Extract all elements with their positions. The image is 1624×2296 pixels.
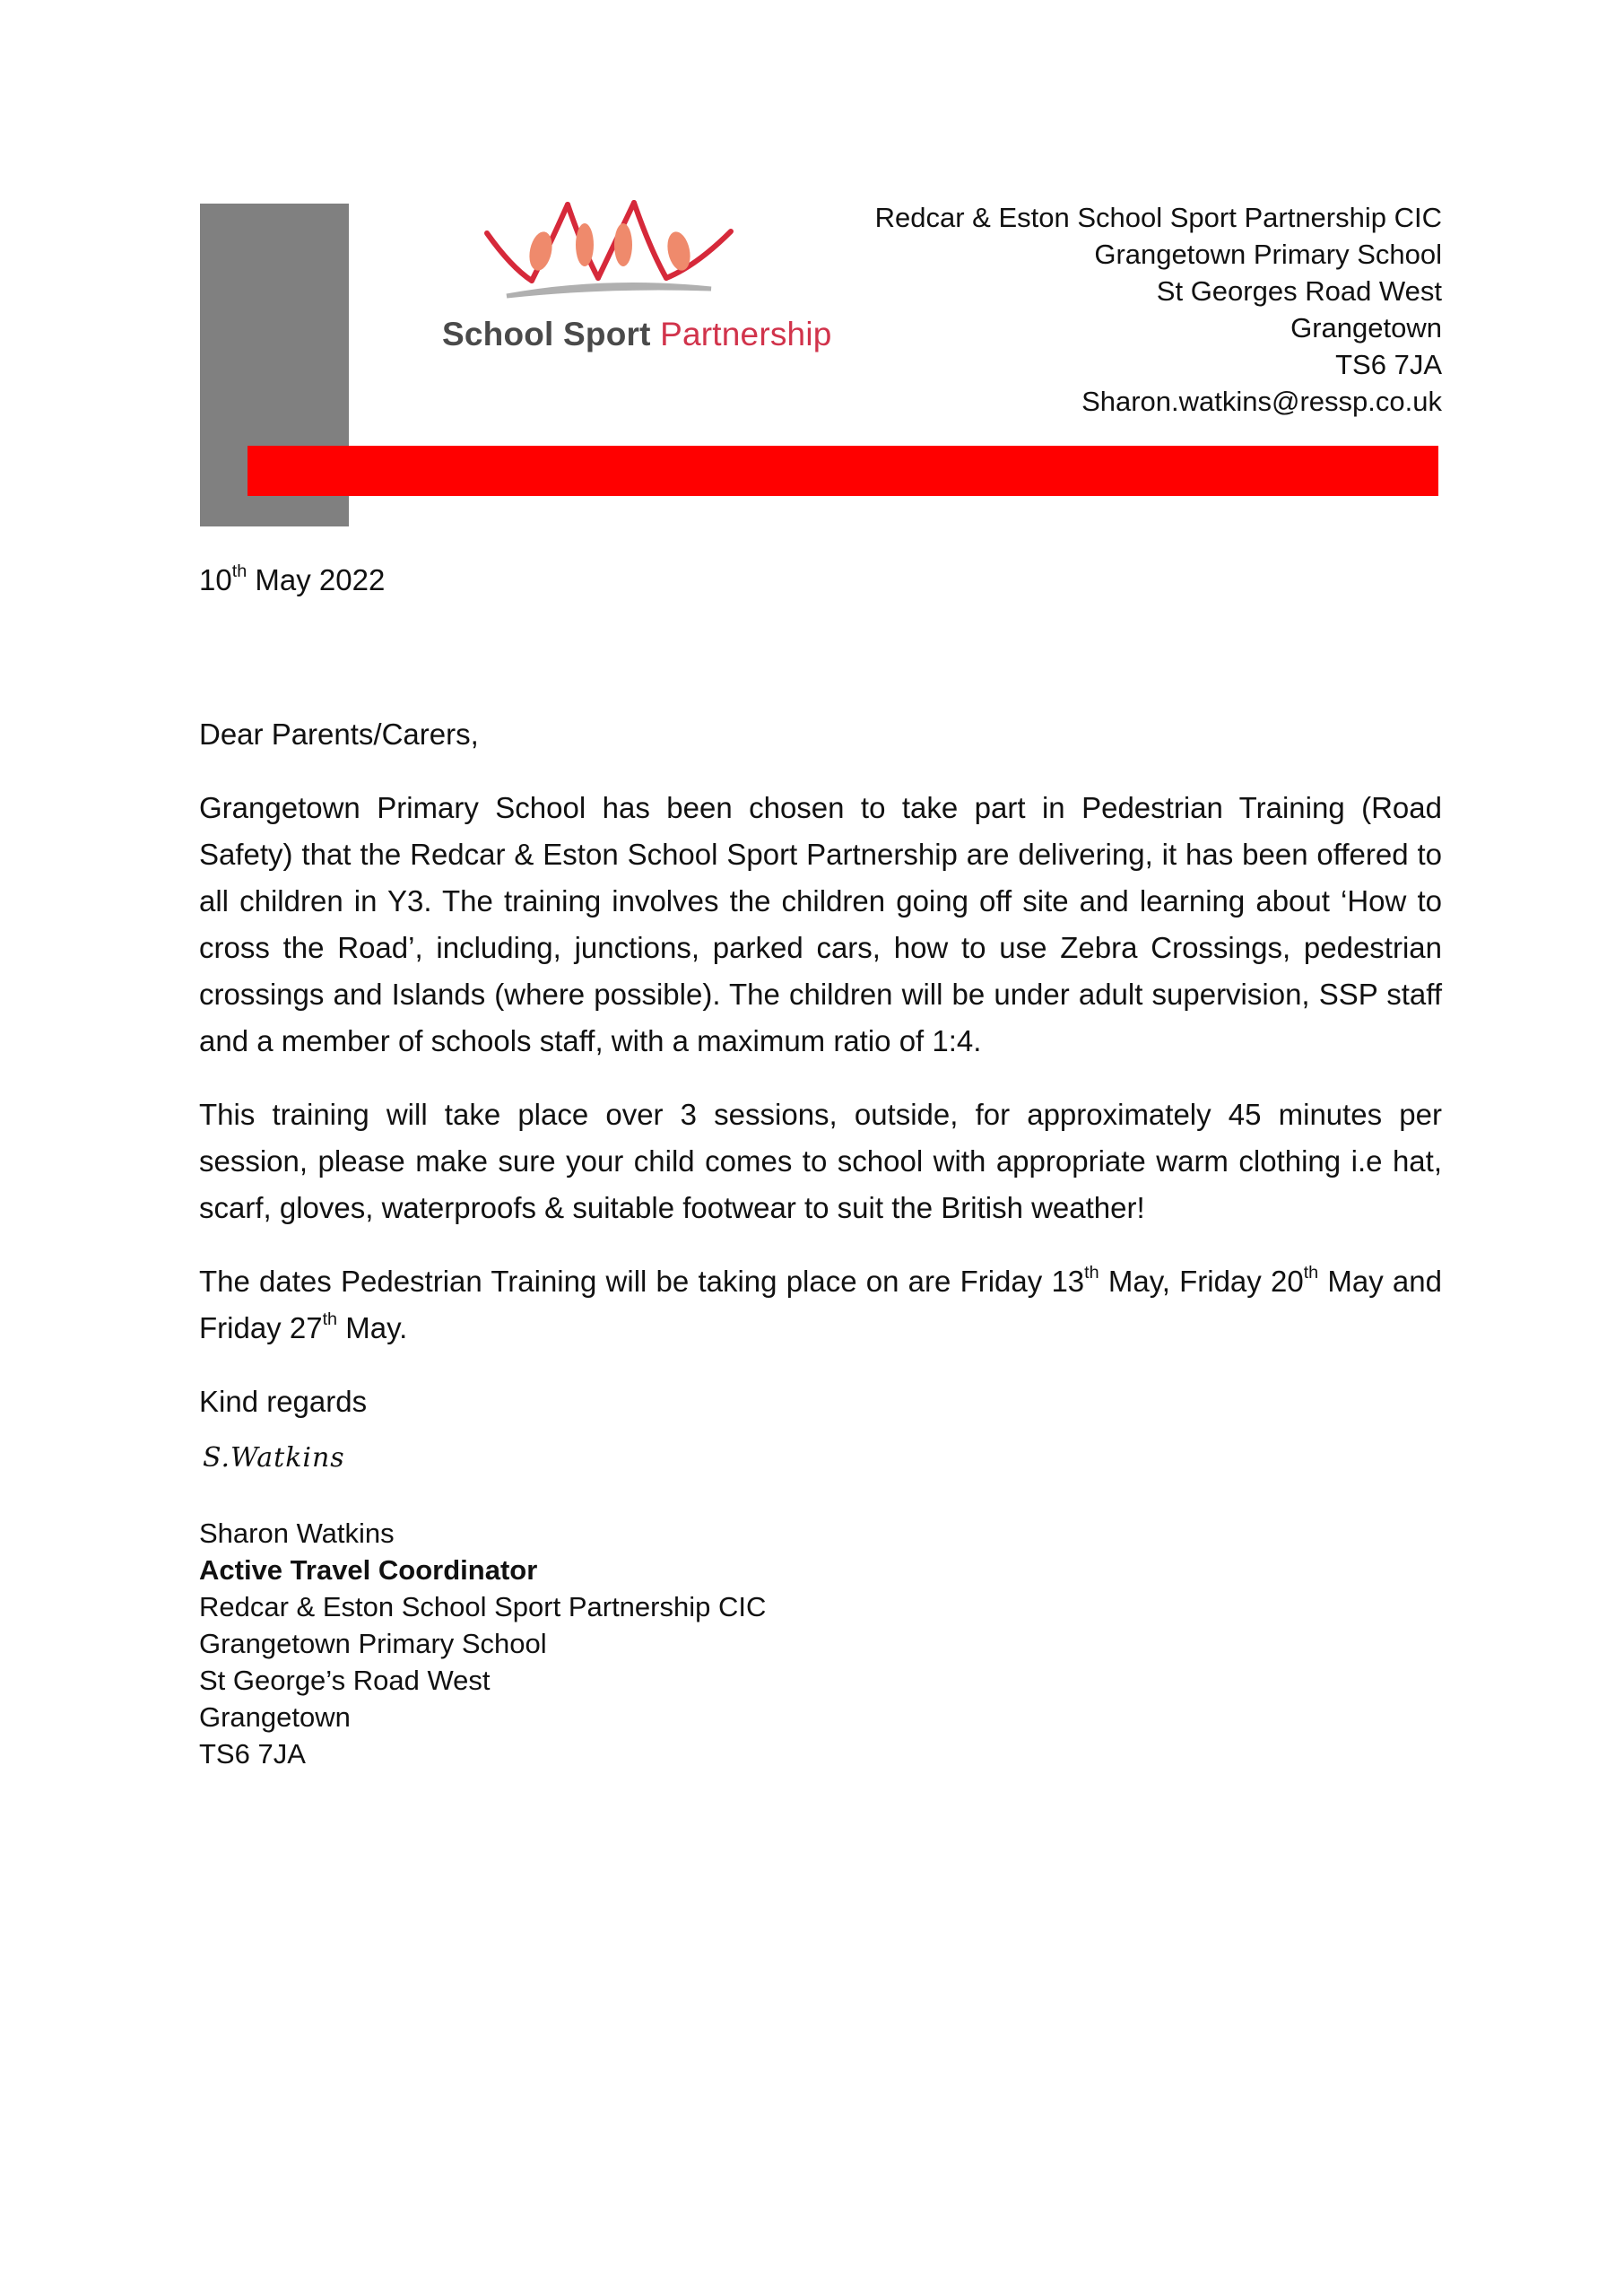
paragraph-1: Grangetown Primary School has been chosen to take part in Pedestrian Training (Road Safety) that the Redcar & Eston School Sport Partnership are delivering, it has been offered to all children in Y3. The training involves the children going off site and learning about ‘How to cross the Road’, including, junctions, parked cars, how to use Zebra Crossings, pedestrian crossings and Islands (where possible). The children will be under adult supervision, SSP staff and a member of schools staff, with a maximum ratio of 1:4. [199,791,1442,1057]
signatory-block [199,1515,1442,1772]
signature: S.Watkins [203,1442,345,1474]
p3-sup: th [322,1309,338,1330]
school-sport-partnership-logo [435,196,832,361]
p3-text: May and Friday 27 [199,1265,1442,1344]
signatory-address-line: TS6 7JA [199,1738,306,1770]
crown-figures-icon [471,196,740,308]
p3-sup: th [1303,1263,1319,1283]
paragraph-3 [199,1258,1442,1352]
letter-body [199,711,1442,1772]
signatory-title: Active Travel Coordinator [199,1554,538,1586]
address-line: TS6 7JA [1335,349,1442,380]
signatory-address-line: St George’s Road West [199,1665,491,1696]
logo-word-partnership: Partnership [660,316,832,352]
p3-text: The dates Pedestrian Training will be taking place on are Friday 13 [199,1265,1085,1298]
signatory-address-line: Grangetown Primary School [199,1628,547,1659]
salutation: Dear Parents/Carers, [199,718,479,751]
signatory-name: Sharon Watkins [199,1518,395,1549]
address-line: Grangetown Primary School [1094,239,1442,270]
address-line: St Georges Road West [1156,275,1442,307]
address-line: Redcar & Eston School Sport Partnership CIC [874,202,1442,233]
signatory-address-line: Grangetown [199,1701,351,1733]
email-address: Sharon.watkins@ressp.co.uk [1081,386,1442,417]
closing: Kind regards [199,1385,368,1418]
address-line: Grangetown [1290,312,1442,344]
date-day: 10 [199,563,232,596]
date-suffix: th [231,561,248,582]
signatory-address-line: Redcar & Eston School Sport Partnership CIC [199,1591,767,1622]
letterhead-red-bar [248,446,1438,496]
p3-text: May, Friday 20 [1099,1265,1304,1298]
date-rest: May 2022 [247,563,386,596]
p3-text: May. [337,1311,408,1344]
logo-wordmark [442,316,832,353]
paragraph-2: This training will take place over 3 sessions, outside, for approximately 45 minutes per session, please make sure your child comes to school with appropriate warm clothing i.e hat, scarf, gloves, waterproofs & suitable footwear to suit the British weather! [199,1098,1442,1224]
logo-word-school-sport: School Sport [442,316,651,352]
letter-date [199,563,385,597]
letterhead-address [875,199,1442,420]
p3-sup: th [1084,1263,1099,1283]
